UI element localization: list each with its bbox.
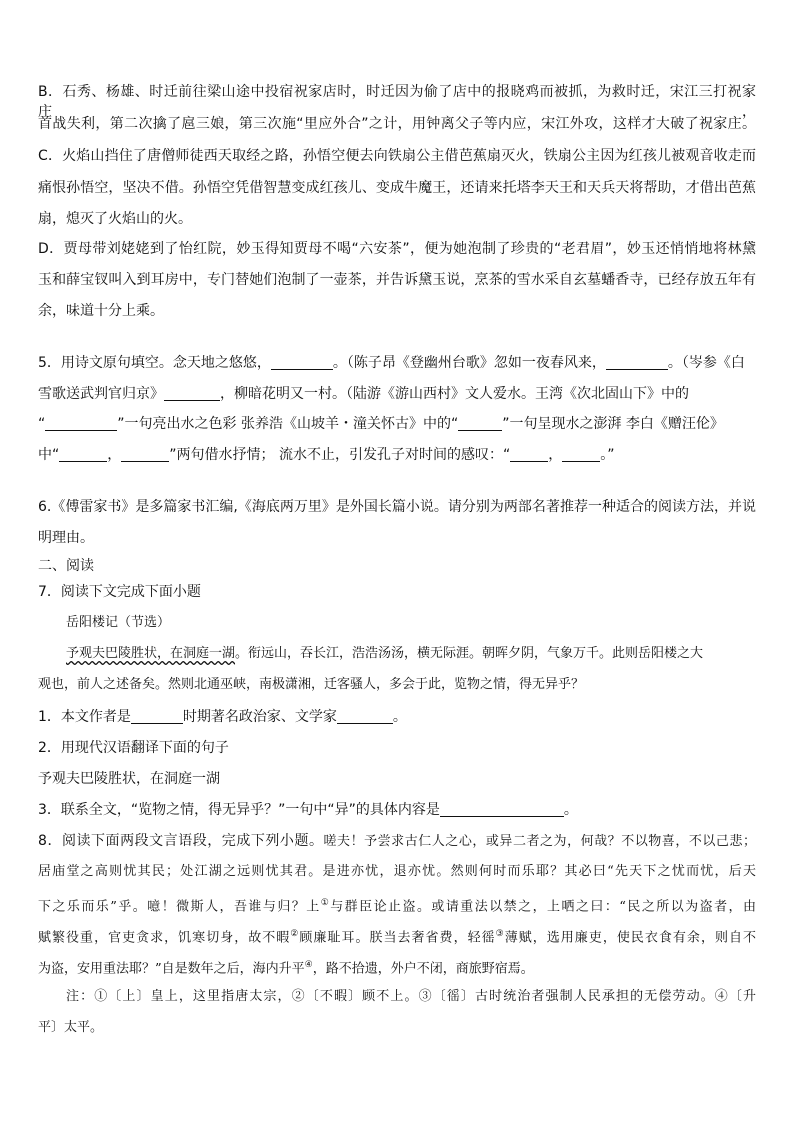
q5-text: “: [38, 416, 46, 432]
q4-option-d-line3: 余，味道十分上乘。: [38, 303, 164, 319]
footnote-marker: ②: [290, 929, 300, 939]
q8-passage-text: 嗟夫！予尝求古仁人之心，或异二者之为，何哉？不以物喜，不以己悲；: [323, 834, 756, 849]
answer-blank[interactable]: [458, 416, 502, 431]
q8-line4: [38, 924, 756, 948]
q6-line1: 6.《傅雷家书》是多篇家书汇编,《海底两万里》是外国长篇小说。请分别为两部名著推荐一种适合的阅读方法，并说: [38, 499, 756, 515]
footnote-marker: ④: [304, 960, 313, 970]
passage-title: 岳阳楼记（节选）: [66, 615, 171, 630]
q8-passage-text: 顾廉耻耳。朕当去奢省费，轻徭: [299, 930, 496, 946]
q5-line4: [38, 445, 615, 465]
q7-sub1: [38, 707, 407, 727]
q5-text: ，: [548, 447, 563, 463]
q8-line1: [38, 831, 756, 852]
q4-option-b-line2: 首战失利，第二次擒了扈三娘，第三次施“里应外合”之计，用钟离父子等内应，宋江外攻，这样才大破了祝家庄。: [38, 116, 756, 132]
answer-blank[interactable]: [510, 447, 548, 462]
answer-blank[interactable]: [164, 386, 220, 401]
q8-notes-line2: 平〕太平。: [38, 1020, 104, 1035]
answer-blank[interactable]: [440, 802, 564, 817]
q7-sub3: [38, 800, 578, 820]
answer-blank[interactable]: [606, 355, 668, 370]
q8-prompt: 8．阅读下面两段文言语段，完成下列小题。: [38, 833, 324, 849]
answer-blank[interactable]: [337, 709, 393, 724]
q7-text: 1．本文作者是: [38, 709, 131, 725]
q5-text: 。”: [600, 447, 615, 463]
q5-text: ”两句借水抒情； 流水不止，引发孔子对时间的感叹：“: [169, 447, 511, 463]
q5-text: ，: [107, 447, 122, 463]
underlined-sentence: 予观夫巴陵胜状，在洞庭一湖: [66, 646, 236, 661]
q6-line2: 明理由。: [38, 530, 94, 546]
q7-text: 。: [392, 709, 407, 725]
q5-line1: [38, 353, 745, 373]
q5-text: 。（陈子昂《登幽州台歌》忽如一夜春风来，: [332, 355, 606, 371]
passage-line2: 观也，前人之述备矣。然则北通巫峡，南极潇湘，迁客骚人，多会于此，览物之情，得无异乎？: [38, 677, 585, 692]
q5-prompt: 5．用诗文原句填空。念天地之悠悠，: [38, 355, 271, 371]
q4-option-d-line1: D．贾母带刘姥姥到了怡红院，妙玉得知贾母不喝“六安茶”，便为她泡制了珍贵的“老君眉”，妙玉还悄悄地将林黛: [38, 241, 756, 257]
q8-passage-text: 与群臣论止盗。或请重法以禁之，上哂之曰：“民之所以为盗者，由: [330, 899, 756, 915]
passage-text: 。衔远山，吞长江，浩浩汤汤，横无际涯。朝晖夕阴，气象万千。此则岳阳楼之大: [235, 646, 704, 661]
answer-blank[interactable]: [45, 416, 117, 431]
q8-passage-text: 下之乐而乐”乎。噫！微斯人，吾谁与归？上: [38, 899, 321, 915]
q8-notes-line1: 注：①〔上〕皇上，这里指唐太宗，②〔不暇〕顾不上。③〔徭〕古时统治者强制人民承担的无偿劳动。④〔升: [66, 989, 756, 1004]
q4-option-b-line1: B．石秀、杨雄、时迁前往梁山途中投宿祝家店时，时迁因为偷了店中的报晓鸡而被抓，为救时迁，宋江三打祝家庄，: [38, 84, 756, 120]
q7-intro: 7．阅读下文完成下面小题: [38, 584, 201, 600]
answer-blank[interactable]: [271, 355, 333, 370]
q7-text: 时期著名政治家、文学家: [182, 709, 337, 725]
q8-passage-text: ，路不拾遗，外户不闭，商旅野宿焉。: [312, 961, 534, 977]
q7-sub2: 2．用现代汉语翻译下面的句子: [38, 740, 229, 756]
q5-text: 中“: [38, 447, 60, 463]
q5-text: 。（岑参《白: [667, 355, 745, 371]
q4-option-c-line3: 扇，熄灭了火焰山的火。: [38, 211, 192, 227]
q7-sub2-sentence: 予观夫巴陵胜状，在洞庭一湖: [38, 771, 220, 787]
footnote-marker: ①: [320, 898, 331, 908]
answer-blank[interactable]: [59, 447, 107, 462]
q8-passage-text: 薄赋，选用廉吏，使民衣食有余，则自不: [504, 930, 756, 946]
q5-line2: [38, 384, 689, 404]
q8-line2: 居庙堂之高则忧其民；处江湖之远则忧其君。是进亦忧，退亦忧。然则何时而乐耶？其必曰“先天下之忧而忧，后天: [38, 864, 756, 879]
answer-blank[interactable]: [121, 447, 169, 462]
passage-line1: [66, 644, 703, 664]
q4-option-c-line2: 痛恨孙悟空，坚决不借。孙悟空凭借智慧变成红孩儿、变成牛魔王，还请来托塔李天王和天兵天将帮助，才借出芭蕉: [38, 180, 756, 196]
q5-text: ，柳暗花明又一村。（陆游《游山西村》文人爱水。王湾《次北固山下》中的: [220, 386, 689, 402]
q4-option-c-line1: C．火焰山挡住了唐僧师徒西天取经之路，孙悟空便去向铁扇公主借芭蕉扇灭火，铁扇公主因为红孩儿被观音收走而: [38, 148, 756, 164]
q5-text: 雪歌送武判官归京》: [38, 386, 164, 402]
q8-line5: [38, 955, 534, 979]
q7-text: 3．联系全文，“览物之情，得无异乎？”一句中“异”的具体内容是: [38, 802, 440, 818]
q5-text: ”一句呈现水之澎湃 李白《赠汪伦》: [502, 416, 724, 432]
footnote-marker: ③: [495, 929, 505, 939]
q5-text: ”一句亮出水之色彩 张养浩《山坡羊・潼关怀古》中的“: [117, 416, 459, 432]
q8-passage-text: 为盗，安用重法耶？”自是数年之后，海内升平: [38, 961, 305, 977]
answer-blank[interactable]: [131, 709, 183, 724]
q4-option-d-line2: 玉和薛宝钗叫入到耳房中，专门替她们泡制了一壶茶，并告诉黛玉说，烹茶的雪水采自玄墓蟠香寺，已经存放五年有: [38, 272, 756, 288]
q5-line3: [38, 414, 724, 434]
q7-text: 。: [563, 802, 578, 818]
q8-passage-text: 赋繁役重，官吏贪求，饥寒切身，故不暇: [38, 930, 291, 946]
q8-line3: [38, 893, 756, 917]
answer-blank[interactable]: [562, 447, 600, 462]
section-heading: 二、阅读: [38, 558, 94, 574]
